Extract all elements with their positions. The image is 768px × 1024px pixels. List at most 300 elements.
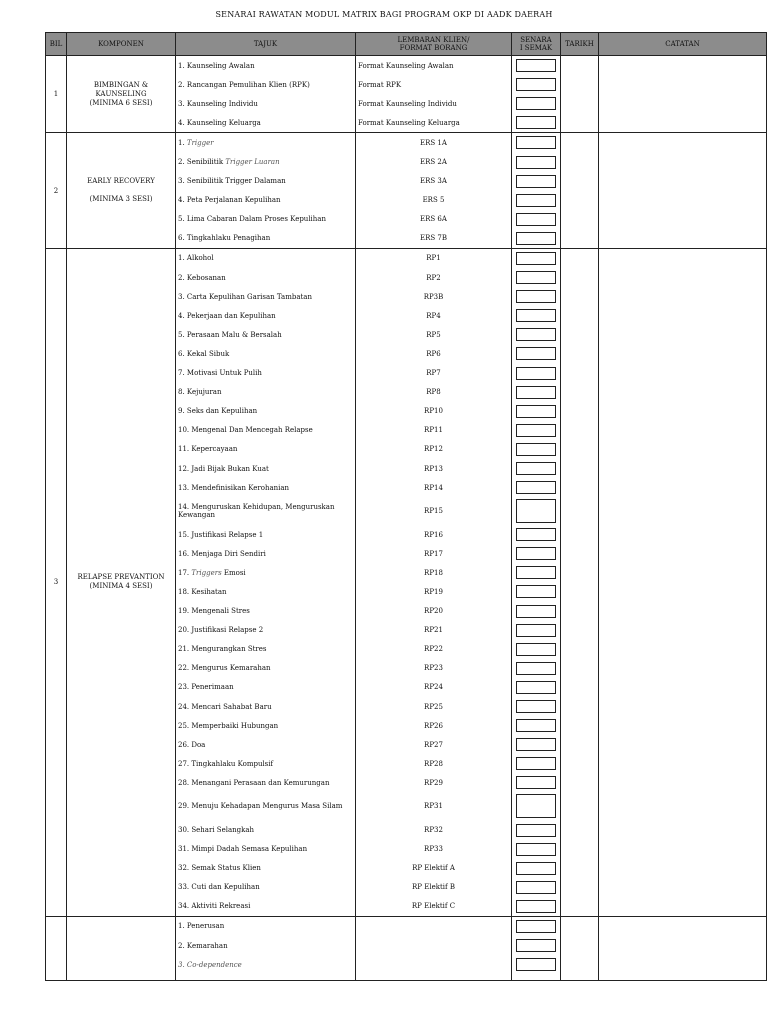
checklist-cell bbox=[512, 133, 561, 249]
checklist-row bbox=[512, 773, 560, 792]
topic-label: 25. Memperbaiki Hubungan bbox=[178, 721, 279, 730]
topic-label: 32. Semak Status Klien bbox=[178, 864, 261, 873]
topic-label: 29. Menuju Kehadapan Mengurus Masa Silam bbox=[178, 802, 343, 811]
topic-item bbox=[176, 773, 355, 792]
forms-cell bbox=[356, 133, 512, 249]
form-code: ERS 2A bbox=[420, 158, 447, 167]
topic-item bbox=[176, 878, 355, 897]
topic-text bbox=[178, 503, 355, 519]
checklist-row bbox=[512, 478, 560, 497]
checklist-row bbox=[512, 383, 560, 402]
checklist-row bbox=[512, 936, 560, 955]
notes-cell[interactable] bbox=[599, 916, 767, 980]
topic-item bbox=[176, 917, 355, 936]
topic-label: 2. Rancangan Pemulihan Klien (RPK) bbox=[178, 80, 310, 89]
form-code bbox=[356, 936, 511, 955]
date-cell[interactable] bbox=[561, 56, 599, 133]
topic-item bbox=[176, 306, 355, 325]
date-cell[interactable] bbox=[561, 916, 599, 980]
topic-label: 16. Menjaga Diri Sendiri bbox=[178, 549, 266, 558]
date-cell[interactable] bbox=[561, 133, 599, 249]
checkbox-field[interactable] bbox=[516, 900, 556, 913]
topic-text bbox=[178, 369, 262, 377]
topic-label: 20. Justifikasi Relapse 2 bbox=[178, 626, 264, 635]
topic-text bbox=[178, 531, 263, 539]
checklist-row bbox=[512, 544, 560, 563]
header-bil: BIL bbox=[46, 33, 67, 56]
checkbox-field[interactable] bbox=[516, 386, 556, 399]
topic-item bbox=[176, 582, 355, 601]
form-code: RP21 bbox=[424, 626, 443, 635]
form-code: RP23 bbox=[424, 664, 443, 673]
component-name-line: (MINIMA 3 SESI) bbox=[89, 195, 153, 204]
topic-italic-text: Trigger bbox=[186, 138, 214, 147]
topic-item bbox=[176, 678, 355, 697]
topic-label: 6. Kekal Sibuk bbox=[178, 349, 230, 358]
group-component-name bbox=[67, 133, 176, 249]
form-code: RP7 bbox=[426, 369, 441, 378]
form-code: ERS 5 bbox=[422, 196, 445, 205]
checklist-row bbox=[512, 792, 560, 820]
topic-text bbox=[178, 779, 329, 787]
checkbox-field[interactable] bbox=[516, 862, 556, 875]
topic-item bbox=[176, 249, 355, 268]
component-name-line: BIMBINGAN & bbox=[93, 80, 149, 89]
checklist-row bbox=[512, 878, 560, 897]
form-code: RP2 bbox=[426, 273, 441, 282]
checkbox-field[interactable] bbox=[516, 824, 556, 837]
checkbox-field[interactable] bbox=[516, 347, 556, 360]
topic-item bbox=[176, 544, 355, 563]
form-code: RP25 bbox=[424, 702, 443, 711]
checklist-row bbox=[512, 364, 560, 383]
topic-label: 4. Peta Perjalanan Kepulihan bbox=[178, 196, 281, 205]
checkbox-field[interactable] bbox=[516, 757, 556, 770]
topic-item bbox=[176, 421, 355, 440]
topic-item bbox=[176, 659, 355, 678]
checkbox-field[interactable] bbox=[516, 443, 556, 456]
checklist-row bbox=[512, 897, 560, 916]
topic-label: 3. Senibilitik Trigger Dalaman bbox=[178, 177, 286, 186]
checklist-row bbox=[512, 133, 560, 152]
checkbox-field[interactable] bbox=[516, 175, 556, 188]
topic-label: 1. bbox=[178, 138, 187, 147]
checklist-cell bbox=[512, 916, 561, 980]
form-code: RP27 bbox=[424, 740, 443, 749]
checkbox-field[interactable] bbox=[516, 528, 556, 541]
topic-item bbox=[176, 344, 355, 363]
topic-text bbox=[178, 388, 221, 396]
form-code: RP16 bbox=[424, 530, 443, 539]
checkbox-field[interactable] bbox=[516, 794, 556, 818]
topic-text bbox=[178, 626, 263, 634]
topic-text bbox=[178, 902, 250, 910]
topic-text bbox=[178, 312, 276, 320]
notes-cell[interactable] bbox=[599, 248, 767, 916]
checkbox-field[interactable] bbox=[516, 213, 556, 226]
checkbox-field[interactable] bbox=[516, 719, 556, 732]
checkbox-field[interactable] bbox=[516, 681, 556, 694]
checklist-row bbox=[512, 402, 560, 421]
form-code bbox=[356, 955, 511, 974]
form-code: RP26 bbox=[424, 721, 443, 730]
checkbox-field[interactable] bbox=[516, 547, 556, 560]
header-senarai-line2: I SEMAK bbox=[519, 44, 553, 52]
form-code: RP24 bbox=[424, 683, 443, 692]
checkbox-field[interactable] bbox=[516, 643, 556, 656]
topic-item bbox=[176, 152, 355, 171]
component-name-line bbox=[67, 186, 175, 195]
topic-item bbox=[176, 364, 355, 383]
topic-label: 6. Tingkahlaku Penagihan bbox=[178, 234, 271, 243]
checklist-row bbox=[512, 344, 560, 363]
checklist-row bbox=[512, 113, 560, 132]
checkbox-field[interactable] bbox=[516, 290, 556, 303]
topic-item bbox=[176, 735, 355, 754]
checkbox-field[interactable] bbox=[516, 271, 556, 284]
topic-label: 2. Senibilitik bbox=[178, 158, 226, 167]
checkbox-field[interactable] bbox=[516, 424, 556, 437]
form-code: RP32 bbox=[424, 826, 443, 835]
topic-text bbox=[178, 683, 234, 691]
topic-item bbox=[176, 56, 355, 75]
topic-label: 19. Mengenali Stres bbox=[178, 607, 250, 616]
topic-item bbox=[176, 840, 355, 859]
topic-text bbox=[178, 664, 271, 672]
topic-item bbox=[176, 75, 355, 94]
topic-text bbox=[178, 465, 269, 473]
topic-item bbox=[176, 955, 355, 974]
topics-cell bbox=[176, 56, 356, 133]
group-number: 3 bbox=[46, 248, 67, 916]
form-code: RP1 bbox=[426, 254, 441, 263]
topic-text bbox=[178, 961, 242, 969]
topic-text bbox=[178, 722, 278, 730]
topic-label: 24. Mencari Sahabat Baru bbox=[178, 702, 272, 711]
topic-text bbox=[178, 119, 261, 127]
topic-item bbox=[176, 440, 355, 459]
form-code: RP14 bbox=[424, 483, 443, 492]
topic-text bbox=[178, 802, 342, 810]
form-code: RP28 bbox=[424, 759, 443, 768]
group-component-name bbox=[67, 916, 176, 980]
header-komponen: KOMPONEN bbox=[67, 33, 176, 56]
group-number bbox=[46, 916, 67, 980]
checkbox-field[interactable] bbox=[516, 232, 556, 245]
form-code: RP33 bbox=[424, 845, 443, 854]
checklist-row bbox=[512, 421, 560, 440]
topic-label: 9. Seks dan Kepulihan bbox=[178, 407, 258, 416]
checkbox-field[interactable] bbox=[516, 97, 556, 110]
topic-label: 28. Menangani Perasaan dan Kemurungan bbox=[178, 778, 330, 787]
checkbox-field[interactable] bbox=[516, 585, 556, 598]
checkbox-field[interactable] bbox=[516, 78, 556, 91]
topic-label: 2. Kebosanan bbox=[178, 273, 226, 282]
checklist-row bbox=[512, 525, 560, 544]
forms-cell bbox=[356, 56, 512, 133]
topic-text bbox=[178, 484, 289, 492]
topic-label: 8. Kejujuran bbox=[178, 388, 222, 397]
checklist-row bbox=[512, 229, 560, 248]
form-code: RP3B bbox=[423, 292, 444, 301]
topic-italic-text: 3. Co-dependence bbox=[178, 960, 242, 969]
topic-label: 4. Pekerjaan dan Kepulihan bbox=[178, 311, 276, 320]
topic-item bbox=[176, 602, 355, 621]
checklist-row bbox=[512, 859, 560, 878]
component-name-line: KAUNSELING bbox=[95, 89, 147, 98]
header-row bbox=[46, 33, 767, 56]
topic-item bbox=[176, 792, 355, 820]
group-row bbox=[46, 248, 767, 916]
checkbox-field[interactable] bbox=[516, 367, 556, 380]
checklist-row bbox=[512, 754, 560, 773]
topic-label: 15. Justifikasi Relapse 1 bbox=[178, 530, 264, 539]
topic-label: 23. Penerimaan bbox=[178, 683, 234, 692]
topic-text bbox=[178, 426, 313, 434]
topic-label: 17. bbox=[178, 568, 192, 577]
topic-label: 31. Mimpi Dadah Semasa Kepulihan bbox=[178, 845, 308, 854]
topic-text bbox=[178, 760, 273, 768]
checklist-row bbox=[512, 172, 560, 191]
checklist-row bbox=[512, 325, 560, 344]
checkbox-field[interactable] bbox=[516, 499, 556, 523]
topic-item bbox=[176, 113, 355, 132]
checklist-row bbox=[512, 955, 560, 974]
topic-item bbox=[176, 133, 355, 152]
form-code: RP15 bbox=[424, 507, 443, 516]
group-row bbox=[46, 133, 767, 249]
form-code: RP17 bbox=[424, 549, 443, 558]
header-senarai-semak bbox=[512, 33, 561, 56]
checkbox-field[interactable] bbox=[516, 59, 556, 72]
topic-item bbox=[176, 936, 355, 955]
topic-item bbox=[176, 402, 355, 421]
form-code: RP10 bbox=[424, 407, 443, 416]
checklist-row bbox=[512, 840, 560, 859]
topic-label: 5. Perasaan Malu & Bersalah bbox=[178, 330, 282, 339]
checkbox-field[interactable] bbox=[516, 700, 556, 713]
topic-item bbox=[176, 287, 355, 306]
treatment-table bbox=[45, 32, 767, 981]
topic-item bbox=[176, 640, 355, 659]
forms-cell bbox=[356, 916, 512, 980]
form-code: RP11 bbox=[424, 426, 443, 435]
form-code: RP Elektif A bbox=[412, 864, 455, 873]
topic-item bbox=[176, 697, 355, 716]
topic-item bbox=[176, 383, 355, 402]
checkbox-field[interactable] bbox=[516, 776, 556, 789]
topic-text bbox=[178, 922, 224, 930]
topic-item bbox=[176, 497, 355, 525]
form-code: RP29 bbox=[424, 778, 443, 787]
notes-cell[interactable] bbox=[599, 56, 767, 133]
header-senarai-line1: SENARA bbox=[520, 36, 552, 44]
group-component-name bbox=[67, 56, 176, 133]
topic-text bbox=[178, 215, 326, 223]
form-code: Format Kaunseling Awalan bbox=[358, 61, 454, 70]
form-code: RP5 bbox=[426, 330, 441, 339]
checkbox-field[interactable] bbox=[516, 481, 556, 494]
topic-item bbox=[176, 478, 355, 497]
topic-text bbox=[178, 177, 286, 185]
topic-text bbox=[178, 845, 307, 853]
topic-text bbox=[178, 703, 272, 711]
topic-text bbox=[178, 645, 267, 653]
component-name-line: (MINIMA 4 SESI) bbox=[89, 582, 153, 591]
group-number: 1 bbox=[46, 56, 67, 133]
topic-text bbox=[178, 407, 257, 415]
topic-label: 21. Mengurangkan Stres bbox=[178, 645, 267, 654]
document-title: SENARAI RAWATAN MODUL MATRIX BAGI PROGRAM OKP DI AADK DAERAH bbox=[215, 10, 553, 19]
checklist-row bbox=[512, 563, 560, 582]
checklist-row bbox=[512, 917, 560, 936]
topic-label: 27. Tingkahlaku Kompulsif bbox=[178, 759, 274, 768]
date-cell[interactable] bbox=[561, 248, 599, 916]
checklist-row bbox=[512, 94, 560, 113]
checkbox-field[interactable] bbox=[516, 405, 556, 418]
checkbox-field[interactable] bbox=[516, 624, 556, 637]
checklist-row bbox=[512, 820, 560, 839]
checkbox-field[interactable] bbox=[516, 738, 556, 751]
topic-label: 33. Cuti dan Kepulihan bbox=[178, 883, 260, 892]
topic-item bbox=[176, 268, 355, 287]
checkbox-field[interactable] bbox=[516, 136, 556, 149]
checklist-cell bbox=[512, 248, 561, 916]
checklist-row bbox=[512, 306, 560, 325]
topic-item bbox=[176, 859, 355, 878]
checklist-row bbox=[512, 678, 560, 697]
topics-cell bbox=[176, 916, 356, 980]
form-code: RP19 bbox=[424, 587, 443, 596]
form-code: RP6 bbox=[426, 349, 441, 358]
topic-label: 3. Kaunseling Individu bbox=[178, 99, 258, 108]
topic-text bbox=[178, 62, 255, 70]
topic-text bbox=[178, 100, 258, 108]
topic-item bbox=[176, 210, 355, 229]
checkbox-field[interactable] bbox=[516, 309, 556, 322]
header-catatan: CATATAN bbox=[599, 33, 767, 56]
checklist-row bbox=[512, 697, 560, 716]
form-code: RP Elektif C bbox=[411, 902, 456, 911]
checkbox-field[interactable] bbox=[516, 939, 556, 952]
topic-text bbox=[178, 445, 237, 453]
topic-text bbox=[178, 883, 260, 891]
component-name-line: (MINIMA 6 SESI) bbox=[89, 98, 153, 107]
checkbox-field[interactable] bbox=[516, 958, 556, 971]
checklist-row bbox=[512, 287, 560, 306]
checkbox-field[interactable] bbox=[516, 328, 556, 341]
topics-cell bbox=[176, 248, 356, 916]
form-code: RP20 bbox=[424, 607, 443, 616]
topic-text bbox=[178, 607, 250, 615]
checklist-row bbox=[512, 249, 560, 268]
form-code: ERS 6A bbox=[420, 215, 447, 224]
topics-cell bbox=[176, 133, 356, 249]
checklist-row bbox=[512, 602, 560, 621]
form-code: RP18 bbox=[424, 568, 443, 577]
checklist-row bbox=[512, 582, 560, 601]
topic-text bbox=[178, 350, 229, 358]
topic-label: 26. Doa bbox=[178, 740, 206, 749]
topic-item bbox=[176, 94, 355, 113]
topic-item bbox=[176, 525, 355, 544]
header-tajuk: TAJUK bbox=[176, 33, 356, 56]
checkbox-field[interactable] bbox=[516, 252, 556, 265]
topic-label: 30. Sehari Selangkah bbox=[178, 826, 255, 835]
checklist-row bbox=[512, 459, 560, 478]
form-code: Format Kaunseling Individu bbox=[358, 99, 457, 108]
form-code: RP22 bbox=[424, 645, 443, 654]
topic-italic-text: Triggers bbox=[191, 568, 222, 577]
checklist-row bbox=[512, 735, 560, 754]
checklist-row bbox=[512, 497, 560, 525]
topic-label: 7. Motivasi Untuk Pulih bbox=[178, 369, 262, 378]
checkbox-field[interactable] bbox=[516, 194, 556, 207]
form-code: ERS 7B bbox=[420, 234, 447, 243]
header-lembaran-line2: FORMAT BORANG bbox=[399, 44, 468, 52]
checklist-row bbox=[512, 621, 560, 640]
checklist-row bbox=[512, 210, 560, 229]
topic-label: Emosi bbox=[221, 568, 246, 577]
topic-item bbox=[176, 897, 355, 916]
topic-label: 1. Alkohol bbox=[178, 254, 214, 263]
topic-text bbox=[178, 588, 227, 596]
topic-text bbox=[178, 331, 282, 339]
topic-item bbox=[176, 172, 355, 191]
form-code: RP12 bbox=[424, 445, 443, 454]
topic-label: 1. Kaunseling Awalan bbox=[178, 61, 255, 70]
topic-item bbox=[176, 754, 355, 773]
topic-item bbox=[176, 191, 355, 210]
topic-text bbox=[178, 942, 228, 950]
topic-label: 14. Menguruskan Kehidupan, Menguruskan Kewangan bbox=[178, 503, 335, 520]
topic-item bbox=[176, 716, 355, 735]
group-number: 2 bbox=[46, 133, 67, 249]
topic-text bbox=[178, 254, 214, 262]
topic-item bbox=[176, 621, 355, 640]
checklist-row bbox=[512, 56, 560, 75]
checkbox-field[interactable] bbox=[516, 843, 556, 856]
header-tarikh: TARIKH bbox=[561, 33, 599, 56]
checkbox-field[interactable] bbox=[516, 881, 556, 894]
topic-text bbox=[178, 293, 312, 301]
form-code: Format RPK bbox=[358, 80, 402, 89]
checkbox-field[interactable] bbox=[516, 116, 556, 129]
topic-text bbox=[178, 826, 254, 834]
group-component-name bbox=[67, 248, 176, 916]
topic-text bbox=[178, 196, 281, 204]
header-lembaran bbox=[356, 33, 512, 56]
checkbox-field[interactable] bbox=[516, 662, 556, 675]
checklist-row bbox=[512, 716, 560, 735]
topic-label: 2. Kemarahan bbox=[178, 941, 228, 950]
topic-item bbox=[176, 820, 355, 839]
topic-label: 4. Kaunseling Keluarga bbox=[178, 118, 261, 127]
checkbox-field[interactable] bbox=[516, 156, 556, 169]
checkbox-field[interactable] bbox=[516, 462, 556, 475]
group-row bbox=[46, 56, 767, 133]
form-code bbox=[356, 917, 511, 936]
checkbox-field[interactable] bbox=[516, 920, 556, 933]
topic-item bbox=[176, 325, 355, 344]
checkbox-field[interactable] bbox=[516, 605, 556, 618]
checklist-row bbox=[512, 440, 560, 459]
topic-label: 11. Kepercayaan bbox=[178, 445, 238, 454]
topic-label: 3. Carta Kepulihan Garisan Tambatan bbox=[178, 292, 312, 301]
header-lembaran-line1: LEMBARAN KLIEN/ bbox=[397, 36, 470, 44]
checkbox-field[interactable] bbox=[516, 566, 556, 579]
notes-cell[interactable] bbox=[599, 133, 767, 249]
